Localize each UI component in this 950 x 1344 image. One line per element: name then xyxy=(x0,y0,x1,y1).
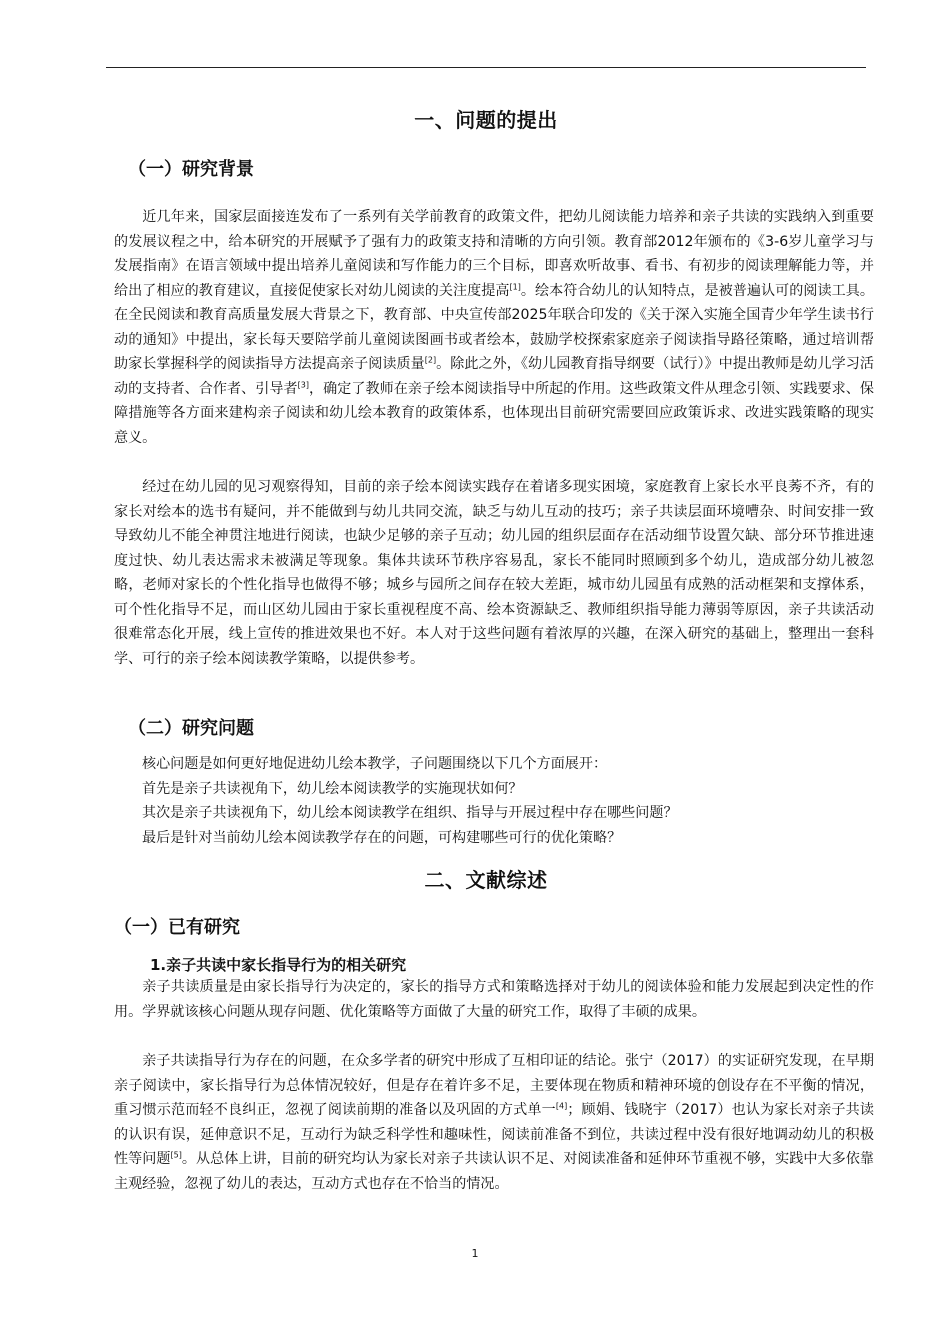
subsection-title-background: （一）研究背景 xyxy=(128,159,254,180)
citation-ref[interactable]: [3] xyxy=(297,379,309,389)
literature-paragraph-2 xyxy=(114,1049,874,1196)
text-run: 亲子共读指导行为存在的问题，在众多学者的研究中形成了互相印证的结论。张宁（2017）的实证研究发现，在早期亲子阅读中，家长指导行为总体情况较好，但是存在着许多不足，主要体现在物质和精神环境的创设存在不平衡的情况，重习惯示范而轻不良纠正，忽视了阅读前期的准备以及巩固的方式单一 xyxy=(114,1053,874,1118)
text-run: ，确定了教师在亲子绘本阅读指导中所起的作用。这些政策文件从理念引领、实践要求、保障措施等各方面来建构亲子阅读和幼儿绘本教育的政策体系，也体现出目前研究需要回应政策诉求、改进实践策略的现实意义。 xyxy=(114,380,875,446)
subsection-title-questions: （二）研究问题 xyxy=(128,718,254,739)
citation-ref[interactable]: [5] xyxy=(170,1150,182,1160)
text-run: ；顾娟、钱晓宇（2017）也认为家长对亲子共读的认识有误，延伸意识不足，互动行为缺乏科学性和趣味性，阅读前准备不到位，共读过程中没有很好地调动幼儿的积极性等问题 xyxy=(114,1102,874,1167)
citation-ref[interactable]: [1] xyxy=(509,281,521,291)
background-paragraph-1 xyxy=(114,205,874,450)
topic-heading-parent-guidance: 1.亲子共读中家长指导行为的相关研究 xyxy=(150,956,407,974)
question-line-first: 首先是亲子共读视角下，幼儿绘本阅读教学的实施现状如何？ xyxy=(142,781,523,797)
citation-ref[interactable]: [2] xyxy=(424,355,437,365)
question-line-last: 最后是针对当前幼儿绘本阅读教学存在的问题，可构建哪些可行的优化策略？ xyxy=(142,830,622,846)
background-paragraph-2: 经过在幼儿园的见习观察得知，目前的亲子绘本阅读实践存在着诸多现实困境，家庭教育上家长水平良莠不齐，有的家长对绘本的选书有疑问，并不能做到与幼儿共同交流，缺乏与幼儿互动的技巧；亲子共读层面环境嘈杂、时间安排一致导致幼儿不能全神贯注地进行阅读，也缺少足够的亲子互动；幼儿园的组织层面存在活动细节设置欠缺、部分环节推进速度过快、幼儿表达需求未被满足等现象。集体共读环节秩序容易乱，家长不能同时照顾到多个幼儿，造成部分幼儿被忽略，老师对家长的个性化指导也做得不够；城乡与园所之间存在较大差距，城市幼儿园虽有成熟的活动框架和支撑体系，可个性化指导不足，而山区幼儿园由于家长重视程度不高、绘本资源缺乏、教师组织指导能力薄弱等原因，亲子共读活动很难常态化开展，线上宣传的推进效果也不好。本人对于这些问题有着浓厚的兴趣，在深入研究的基础上，整理出一套科学、可行的亲子绘本阅读教学策略，以提供参考。 xyxy=(114,479,874,667)
question-line-second: 其次是亲子共读视角下，幼儿绘本阅读教学在组织、指导与开展过程中存在哪些问题？ xyxy=(142,805,678,821)
text-run: 。除此之外，《幼儿园教育指导纲要（试行）》中提出教师是幼儿学习活动的支持者、合作者、引导者 xyxy=(114,356,874,397)
question-line-core: 核心问题是如何更好地促进幼儿绘本教学，子问题围绕以下几个方面展开： xyxy=(142,756,608,772)
section-title-literature-review: 二、文献综述 xyxy=(424,868,548,892)
header-rule xyxy=(106,67,866,68)
citation-ref[interactable]: [4] xyxy=(555,1101,568,1111)
text-run: 近几年来，国家层面接连发布了一系列有关学前教育的政策文件，把幼儿阅读能力培养和亲子共读的实践纳入到重要的发展议程之中，给本研究的开展赋予了强有力的政策支持和清晰的方向引领。教育部2012年颁布的《3-6岁儿童学习与发展指南》在语言领域中提出培养儿童阅读和写作能力的三个目标，即喜欢听故事、看书、有初步的阅读理解能力等，并给出了相应的教育建议，直接促使家长对幼儿阅读的关注度提高 xyxy=(114,209,874,299)
page-number: 1 xyxy=(471,1247,479,1260)
literature-paragraph-1: 亲子共读质量是由家长指导行为决定的，家长的指导方式和策略选择对于幼儿的阅读体验和能力发展起到决定性的作用。学界就该核心问题从现存问题、优化策略等方面做了大量的研究工作，取得了丰硕的成果。 xyxy=(114,979,874,1020)
section-title-problem: 一、问题的提出 xyxy=(414,108,558,132)
subsection-title-existing-research: （一）已有研究 xyxy=(114,917,240,938)
text-run: 。从总体上讲，目前的研究均认为家长对亲子共读认识不足、对阅读准备和延伸环节重视不够，实践中大多依靠主观经验，忽视了幼儿的表达，互动方式也存在不恰当的情况。 xyxy=(114,1151,875,1192)
text-run: 。绘本符合幼儿的认知特点，是被普遍认可的阅读工具。在全民阅读和教育高质量发展大背景之下，教育部、中央宣传部2025年联合印发的《关于深入实施全国青少年学生读书行动的通知》中提出，家长每天要陪学前儿童阅读图画书或者绘本，鼓励学校探索家庭亲子阅读指导路径策略，通过培训帮助家长掌握科学的阅读指导方法提高亲子阅读质量 xyxy=(114,282,874,372)
